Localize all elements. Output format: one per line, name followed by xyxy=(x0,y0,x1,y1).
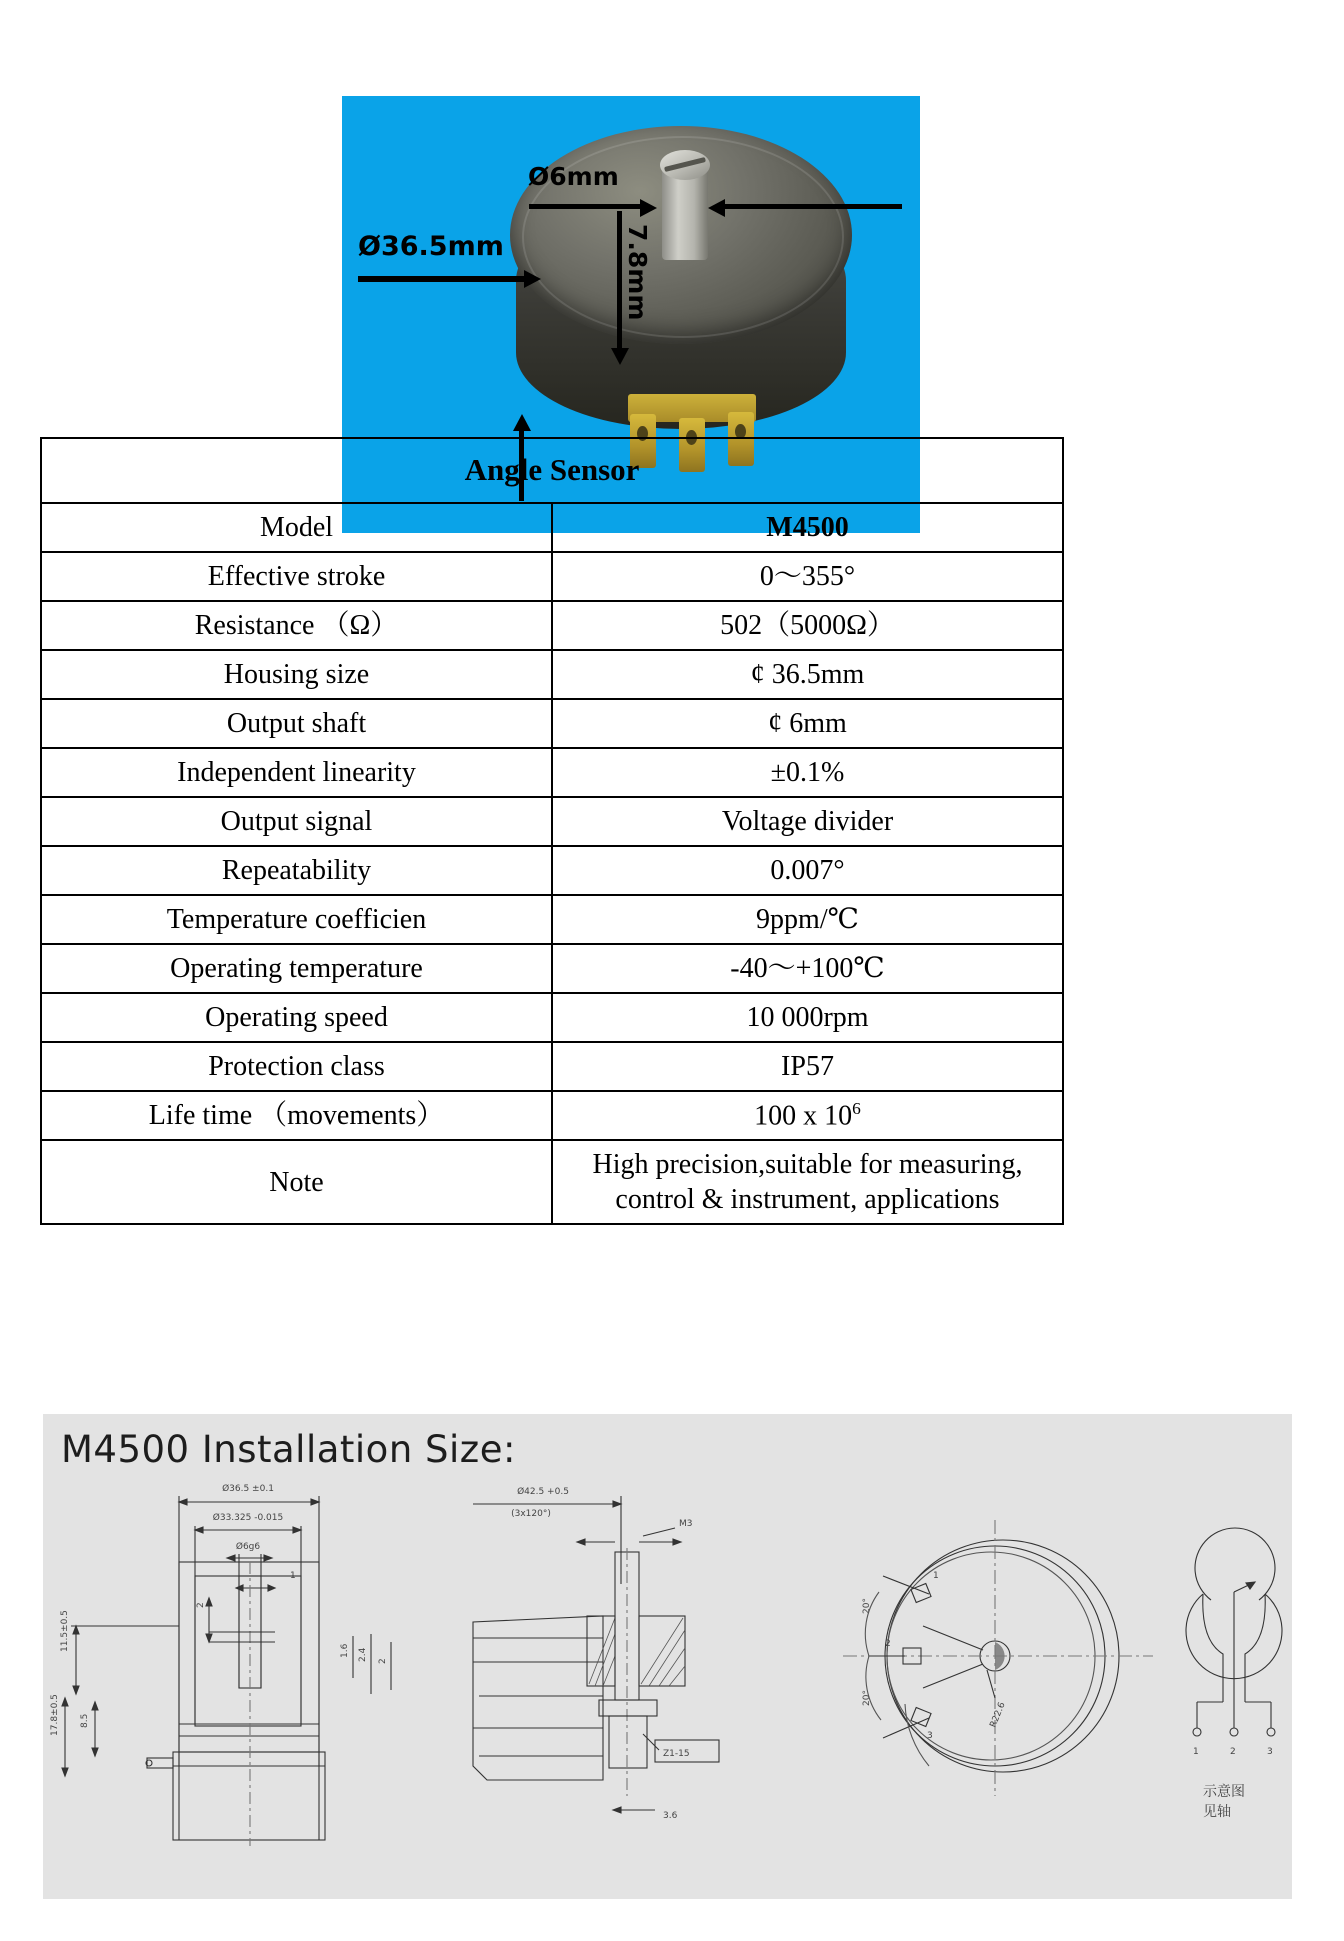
row-label-operating-speed: Operating speed xyxy=(41,993,552,1042)
row-value-output-shaft: ¢ 6mm xyxy=(552,699,1063,748)
row-label-protection-class: Protection class xyxy=(41,1042,552,1091)
table-row xyxy=(41,1140,1063,1224)
specification-table xyxy=(40,437,1064,1225)
row-label-housing-size: Housing size xyxy=(41,650,552,699)
row-label-temperature-coefficient: Temperature coefficien xyxy=(41,895,552,944)
angle-label-2: 20° xyxy=(862,1690,872,1706)
life-time-exponent: 6 xyxy=(852,1098,861,1118)
shaft-length-arrow-line xyxy=(617,211,622,351)
table-row xyxy=(41,1091,1063,1140)
note-line-2: control & instrument, applications xyxy=(615,1184,1000,1216)
radius-label: R22.6 xyxy=(988,1700,1008,1730)
table-row xyxy=(41,601,1063,650)
dim-right-1-6: 1.6 xyxy=(340,1643,350,1658)
note-line-1: High precision,suitable for measuring, xyxy=(592,1149,1023,1181)
right-edge-arrow-line xyxy=(722,204,902,209)
table-title-row xyxy=(41,438,1063,503)
table-row xyxy=(41,797,1063,846)
schematic-caption-2: 见轴 xyxy=(1203,1804,1231,1820)
dim-tick-1: 1 xyxy=(290,1571,296,1581)
pin-label-1: 1 xyxy=(1193,1747,1199,1757)
shaft-length-label: 7.8mm xyxy=(623,224,652,321)
row-label-output-shaft: Output shaft xyxy=(41,699,552,748)
row-label-repeatability: Repeatability xyxy=(41,846,552,895)
installation-title: M4500 Installation Size: xyxy=(61,1428,516,1471)
shaft-diameter-arrow-head xyxy=(640,199,657,217)
terminal-label-1: 1 xyxy=(933,1571,939,1581)
row-label-operating-temperature: Operating temperature xyxy=(41,944,552,993)
table-row xyxy=(41,993,1063,1042)
page-title: Angle Sensor xyxy=(41,438,1063,503)
dim-inner-diameter: Ø33.325 -0.015 xyxy=(212,1513,284,1523)
label-m3-thread: M3 xyxy=(679,1519,693,1529)
dim-outer-diameter: Ø36.5 ±0.1 xyxy=(222,1484,274,1494)
dim-bolt-circle: Ø42.5 +0.5 xyxy=(517,1487,569,1497)
row-value-operating-speed: 10 000rpm xyxy=(552,993,1063,1042)
dim-right-2: 2 xyxy=(378,1658,388,1664)
table-row xyxy=(41,552,1063,601)
row-value-life-time xyxy=(552,1091,1063,1140)
housing-diameter-arrow-line xyxy=(358,276,526,282)
installation-size-panel xyxy=(43,1414,1292,1899)
schematic-caption-1: 示意图 xyxy=(1203,1784,1245,1800)
terminal-label-3: 3 xyxy=(927,1731,933,1741)
angle-label-1: 20° xyxy=(862,1598,872,1614)
row-value-housing-size: ¢ 36.5mm xyxy=(552,650,1063,699)
row-value-resistance: 502（5000Ω） xyxy=(552,601,1063,650)
pin-label-2: 2 xyxy=(1230,1747,1236,1757)
dim-left-17-8: 17.8±0.5 xyxy=(50,1694,60,1736)
dim-shaft-diameter: Ø6g6 xyxy=(235,1542,261,1552)
drawing-rear-view xyxy=(843,1520,1153,1796)
row-value-temperature-coefficient: 9ppm/℃ xyxy=(552,895,1063,944)
row-value-independent-linearity: ±0.1% xyxy=(552,748,1063,797)
table-row xyxy=(41,650,1063,699)
row-value-repeatability: 0.007° xyxy=(552,846,1063,895)
drawing-cross-section xyxy=(473,1486,719,1821)
dim-right-2-4: 2.4 xyxy=(358,1647,368,1662)
right-edge-arrow-head xyxy=(708,199,725,217)
row-value-effective-stroke: 0～355° xyxy=(552,552,1063,601)
row-label-note: Note xyxy=(41,1140,552,1224)
table-row xyxy=(41,1042,1063,1091)
dim-3-6: 3.6 xyxy=(663,1811,678,1821)
row-value-note xyxy=(552,1140,1063,1224)
housing-diameter-label: Ø36.5mm xyxy=(358,231,504,262)
life-time-base: 100 x 10 xyxy=(754,1100,853,1132)
table-row xyxy=(41,895,1063,944)
table-row xyxy=(41,503,1063,552)
row-label-effective-stroke: Effective stroke xyxy=(41,552,552,601)
pin-label-3: 3 xyxy=(1267,1747,1273,1757)
housing-diameter-arrow-head xyxy=(524,270,541,288)
terminal-arrow-head xyxy=(513,414,531,431)
row-label-output-signal: Output signal xyxy=(41,797,552,846)
row-value-protection-class: IP57 xyxy=(552,1042,1063,1091)
row-label-life-time: Life time （movements） xyxy=(41,1091,552,1140)
row-value-model: M4500 xyxy=(552,503,1063,552)
shaft-diameter-arrow-line xyxy=(529,204,642,209)
dim-bolt-angles: (3x120°) xyxy=(511,1509,551,1519)
row-label-independent-linearity: Independent linearity xyxy=(41,748,552,797)
row-label-model: Model xyxy=(41,503,552,552)
dim-left-8-5: 8.5 xyxy=(80,1713,90,1728)
installation-drawings xyxy=(43,1466,1292,1899)
shaft-length-arrow-head xyxy=(611,348,629,365)
table-row xyxy=(41,699,1063,748)
dim-left-11-5: 11.5±0.5 xyxy=(60,1610,70,1652)
row-value-output-signal: Voltage divider xyxy=(552,797,1063,846)
row-value-operating-temperature: -40～+100℃ xyxy=(552,944,1063,993)
dim-small-2: 2 xyxy=(196,1602,206,1608)
shaft-diameter-label: Ø6mm xyxy=(528,162,619,191)
row-label-resistance: Resistance （Ω） xyxy=(41,601,552,650)
drawing-schematic xyxy=(1186,1528,1282,1820)
table-row xyxy=(41,846,1063,895)
table-row xyxy=(41,748,1063,797)
drawing-front-view xyxy=(50,1483,391,1846)
label-z1-15: Z1-15 xyxy=(663,1749,690,1759)
terminal-label-2: 2 xyxy=(885,1639,891,1649)
table-row xyxy=(41,944,1063,993)
